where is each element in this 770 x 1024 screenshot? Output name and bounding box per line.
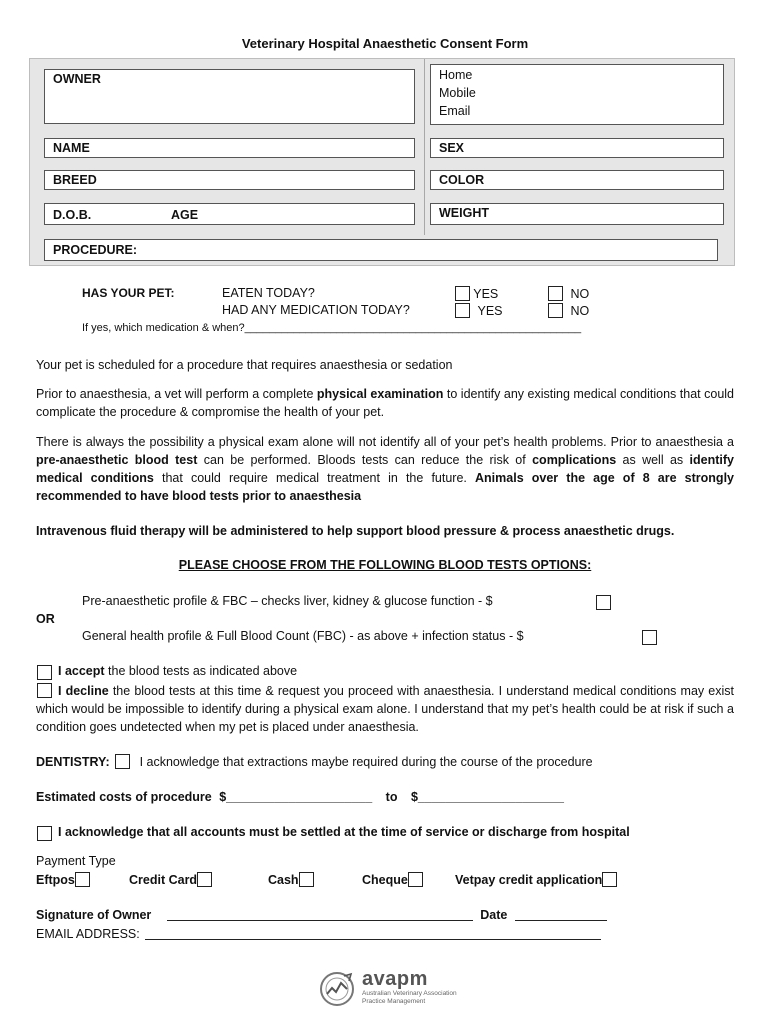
- payment-credit-card[interactable]: Credit Card: [129, 872, 212, 887]
- owner-field[interactable]: [44, 69, 415, 124]
- yes-label: YES: [473, 287, 499, 301]
- accounts-label: I acknowledge that all accounts must be settled at the time of service or discharge from hospital: [58, 825, 630, 839]
- payment-cash[interactable]: Cash: [268, 872, 314, 887]
- eaten-yes-option[interactable]: [455, 286, 498, 301]
- payment-vetpay[interactable]: Vetpay credit application: [455, 872, 617, 887]
- decline-paragraph: I decline the blood tests at this time & request you proceed with anaesthesia. I understand medical conditions may exist which would be impossible to identify during a physical exam alone. I understand that my pet’s health could be at risk if such a condition goes undetected when my pet is placed under anaesthesia.: [36, 684, 734, 734]
- blood-test-paragraph: There is always the possibility a physical exam alone will not identify all of your pet’s health problems. Prior to anaesthesia a pre-anaesthetic blood test can be performed. Bloods tests can reduce the risk of complications as well as identify medical conditions that could require medical treatment in the future. Animals over the age of 8 are strongly recommended to have blood tests prior to anaesthesia: [36, 435, 734, 503]
- signature-label: Signature of Owner: [36, 908, 152, 922]
- dob-age-field[interactable]: [44, 203, 415, 225]
- blood-test-option-1-label: Pre-anaesthetic profile & FBC – checks liver, kidney & glucose function - $: [82, 594, 493, 608]
- accept-label: I accept the blood tests as indicated above: [58, 664, 298, 678]
- accept-checkbox[interactable]: [37, 665, 52, 680]
- blood-test-option-2-label: General health profile & Full Blood Count (FBC) - as above + infection status - $: [82, 629, 524, 643]
- owner-label: OWNER: [53, 72, 101, 86]
- medication-yes-option[interactable]: [455, 303, 503, 318]
- blood-test-option-1-checkbox[interactable]: [596, 595, 611, 610]
- email-address-line[interactable]: [145, 939, 601, 940]
- name-label: NAME: [53, 141, 90, 155]
- sex-field[interactable]: [430, 138, 724, 158]
- dob-label: D.O.B.: [53, 208, 92, 222]
- yes-label: YES: [477, 304, 503, 318]
- medication-followup-field[interactable]: If yes, which medication & when?_______________________________________________________: [82, 322, 582, 334]
- logo-emblem-icon: [318, 970, 356, 1008]
- breed-field[interactable]: [44, 170, 415, 190]
- vetpay-checkbox[interactable]: [602, 872, 617, 887]
- eaten-no-option[interactable]: [548, 286, 589, 301]
- payment-eftpos[interactable]: Eftpos: [36, 872, 90, 887]
- breed-label: BREED: [53, 173, 97, 187]
- cost-to-label: to: [385, 790, 398, 804]
- weight-field[interactable]: [430, 203, 724, 225]
- age-label: AGE: [171, 208, 199, 222]
- cost-to-field[interactable]: $_____________________: [410, 790, 564, 804]
- eaten-yes-checkbox[interactable]: [455, 286, 470, 301]
- payment-cheque[interactable]: Cheque: [362, 872, 423, 887]
- fluid-therapy-paragraph: Intravenous fluid therapy will be administered to help support blood pressure & process anaesthetic drugs.: [36, 524, 675, 538]
- logo-subtitle-2: Practice Management: [362, 998, 426, 1005]
- credit-card-checkbox[interactable]: [197, 872, 212, 887]
- signature-row: [36, 908, 607, 922]
- medication-no-checkbox[interactable]: [548, 303, 563, 318]
- costs-label: Estimated costs of procedure: [36, 790, 212, 804]
- blood-test-option-2-checkbox[interactable]: [642, 630, 657, 645]
- cash-checkbox[interactable]: [299, 872, 314, 887]
- eaten-today-question: EATEN TODAY?: [222, 286, 315, 300]
- email-label: Email: [439, 104, 471, 118]
- form-title: Veterinary Hospital Anaesthetic Consent Form: [241, 36, 529, 51]
- dentistry-text: I acknowledge that extractions maybe required during the course of the procedure: [139, 755, 593, 769]
- logo-subtitle-1: Australian Veterinary Association: [362, 990, 457, 997]
- sex-label: SEX: [439, 141, 465, 155]
- email-address-label: EMAIL ADDRESS:: [36, 927, 140, 941]
- contact-field[interactable]: [430, 64, 724, 125]
- scheduled-paragraph: Your pet is scheduled for a procedure that requires anaesthesia or sedation: [36, 358, 453, 372]
- date-line[interactable]: [515, 920, 607, 921]
- no-label: NO: [570, 287, 590, 301]
- email-row: [36, 927, 601, 941]
- panel-divider: [424, 59, 425, 235]
- procedure-label: PROCEDURE:: [53, 243, 138, 257]
- name-field[interactable]: [44, 138, 415, 158]
- or-label: OR: [36, 612, 55, 626]
- physical-exam-paragraph: Prior to anaesthesia, a vet will perform a complete physical examination to identify any existing medical conditions that could complicate the procedure & compromise the health of your pet.: [36, 387, 735, 419]
- blood-tests-heading: PLEASE CHOOSE FROM THE FOLLOWING BLOOD TESTS OPTIONS:: [178, 558, 592, 572]
- procedure-field[interactable]: [44, 239, 718, 261]
- signature-line[interactable]: [167, 920, 473, 921]
- medication-today-question: HAD ANY MEDICATION TODAY?: [222, 303, 410, 317]
- medication-yes-checkbox[interactable]: [455, 303, 470, 318]
- no-label: NO: [570, 304, 590, 318]
- dentistry-row: [36, 754, 593, 769]
- medication-no-option[interactable]: [548, 303, 589, 318]
- eaten-no-checkbox[interactable]: [548, 286, 563, 301]
- logo-name: avapm: [362, 968, 428, 990]
- cheque-checkbox[interactable]: [408, 872, 423, 887]
- payment-type-heading: Payment Type: [36, 854, 116, 868]
- eftpos-checkbox[interactable]: [75, 872, 90, 887]
- dentistry-label: DENTISTRY:: [36, 755, 110, 769]
- mobile-label: Mobile: [439, 86, 476, 100]
- accounts-checkbox[interactable]: [37, 826, 52, 841]
- color-label: COLOR: [439, 173, 485, 187]
- costs-row: [36, 790, 564, 804]
- color-field[interactable]: [430, 170, 724, 190]
- dentistry-checkbox[interactable]: [115, 754, 130, 769]
- avapm-logo: [318, 968, 458, 1008]
- weight-label: WEIGHT: [439, 206, 489, 220]
- pet-details-panel: [29, 58, 735, 266]
- home-label: Home: [439, 68, 473, 82]
- date-label: Date: [480, 908, 508, 922]
- cost-from-field[interactable]: $_____________________: [219, 790, 373, 804]
- has-your-pet-heading: HAS YOUR PET:: [82, 286, 175, 300]
